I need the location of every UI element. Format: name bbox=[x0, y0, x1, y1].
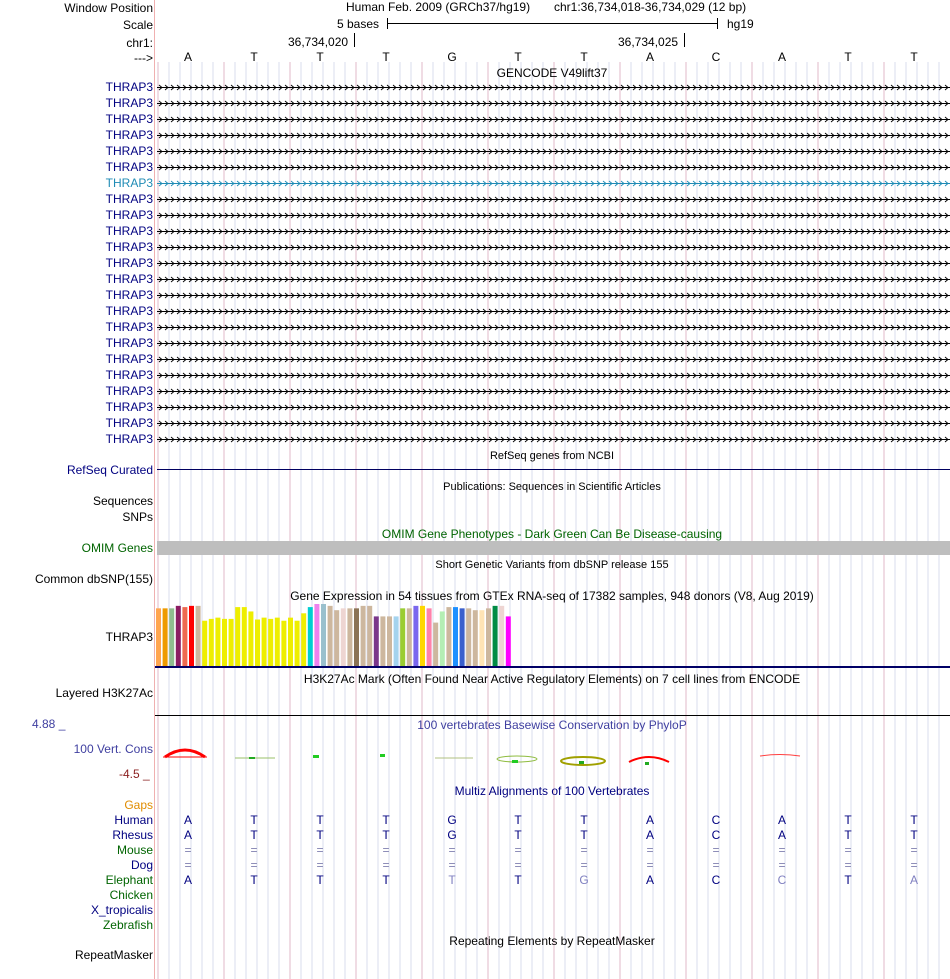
publications-track-title[interactable]: Publications: Sequences in Scientific Articles bbox=[443, 481, 661, 493]
gencode-transcript-label[interactable]: THRAP3 bbox=[105, 304, 153, 318]
ruler-base: T bbox=[580, 50, 588, 64]
multiz-base: = bbox=[712, 858, 720, 872]
ruler-base: T bbox=[382, 50, 390, 64]
multiz-base: T bbox=[448, 873, 456, 887]
gtex-tissue-bar[interactable] bbox=[215, 618, 220, 666]
gtex-tissue-bar[interactable] bbox=[169, 608, 174, 666]
gtex-tissue-bar[interactable] bbox=[308, 607, 313, 666]
gtex-tissue-bar[interactable] bbox=[446, 607, 451, 666]
multiz-species-label[interactable]: Mouse bbox=[116, 843, 153, 857]
multiz-track-title[interactable]: Multiz Alignments of 100 Vertebrates bbox=[454, 784, 650, 798]
gencode-transcript[interactable] bbox=[157, 357, 950, 362]
window-position-label: Window Position bbox=[64, 1, 153, 15]
gtex-tissue-bar[interactable] bbox=[413, 606, 418, 666]
multiz-base: = bbox=[646, 843, 654, 857]
gtex-tissue-bar[interactable] bbox=[473, 610, 478, 666]
gtex-tissue-bar[interactable] bbox=[460, 608, 465, 666]
gencode-transcript-label[interactable]: THRAP3 bbox=[105, 400, 153, 414]
gtex-tissue-bar[interactable] bbox=[176, 606, 181, 666]
gencode-transcript[interactable] bbox=[157, 405, 950, 410]
gtex-tissue-bar[interactable] bbox=[479, 610, 484, 666]
gencode-transcript[interactable] bbox=[157, 389, 950, 394]
gtex-tissue-bar[interactable] bbox=[275, 618, 280, 666]
phylop-mark-2b bbox=[249, 757, 255, 759]
gtex-tissue-bar[interactable] bbox=[262, 618, 267, 666]
multiz-species-label[interactable]: Dog bbox=[130, 858, 153, 872]
gencode-track-title[interactable]: GENCODE V49lift37 bbox=[496, 66, 608, 80]
repeatmasker-label[interactable]: RepeatMasker bbox=[74, 948, 153, 962]
gencode-transcript[interactable] bbox=[157, 165, 950, 170]
ruler-tick-label-2: 36,734,025 bbox=[618, 35, 679, 49]
gtex-tissue-bar[interactable] bbox=[202, 621, 207, 666]
scale-bar-right-tick bbox=[717, 18, 718, 29]
position-readout[interactable]: chr1:36,734,018-36,734,029 (12 bp) bbox=[554, 0, 747, 14]
ruler-base: A bbox=[777, 50, 787, 64]
omim-track-title[interactable]: OMIM Gene Phenotypes - Dark Green Can Be Disease-causing bbox=[381, 527, 723, 541]
multiz-base: T bbox=[316, 813, 324, 827]
gencode-transcript[interactable] bbox=[157, 437, 950, 442]
ruler-base: A bbox=[183, 50, 193, 64]
omim-gene-bar[interactable] bbox=[157, 541, 950, 555]
dbsnp-track-title[interactable]: Short Genetic Variants from dbSNP release 155 bbox=[435, 559, 669, 571]
gencode-transcript-label[interactable]: THRAP3 bbox=[105, 320, 153, 334]
multiz-base: = bbox=[514, 858, 522, 872]
gencode-transcript[interactable] bbox=[157, 309, 950, 314]
gtex-label[interactable]: THRAP3 bbox=[105, 630, 153, 644]
gencode-transcript-label[interactable]: THRAP3 bbox=[105, 192, 153, 206]
multiz-base: T bbox=[844, 873, 852, 887]
refseq-label[interactable]: RefSeq Curated bbox=[66, 463, 153, 477]
gencode-transcript-label[interactable]: THRAP3 bbox=[105, 96, 153, 110]
gtex-tissue-bar[interactable] bbox=[156, 608, 161, 666]
multiz-base: A bbox=[183, 873, 193, 887]
gencode-transcript[interactable] bbox=[157, 261, 950, 266]
gtex-tissue-bar[interactable] bbox=[341, 608, 346, 666]
gtex-tissue-bar[interactable] bbox=[281, 621, 286, 666]
multiz-base: = bbox=[778, 858, 786, 872]
gencode-transcript[interactable] bbox=[157, 373, 950, 378]
gtex-tissue-bar[interactable] bbox=[361, 606, 366, 666]
gencode-transcript[interactable] bbox=[157, 245, 950, 250]
multiz-species-label[interactable]: Chicken bbox=[109, 888, 153, 902]
multiz-base: T bbox=[250, 873, 258, 887]
phylop-mark-6 bbox=[497, 756, 537, 763]
gtex-tissue-bar[interactable] bbox=[196, 606, 201, 666]
gtex-tissue-bar[interactable] bbox=[374, 616, 379, 666]
multiz-base: = bbox=[448, 858, 456, 872]
gtex-tissue-bar[interactable] bbox=[420, 606, 425, 666]
multiz-base: G bbox=[447, 813, 457, 827]
gtex-bottom-line bbox=[155, 666, 950, 668]
multiz-base: T bbox=[580, 828, 588, 842]
phylop-track-title[interactable]: 100 vertebrates Basewise Conservation by PhyloP bbox=[417, 718, 687, 732]
gtex-tissue-bar[interactable] bbox=[334, 610, 339, 666]
gtex-tissue-bar[interactable] bbox=[466, 608, 471, 666]
gtex-tissue-bar[interactable] bbox=[400, 608, 405, 666]
multiz-base: A bbox=[183, 828, 193, 842]
gtex-tissue-bar[interactable] bbox=[506, 616, 511, 666]
multiz-base: = bbox=[580, 843, 588, 857]
gtex-expression-chart[interactable] bbox=[155, 603, 555, 667]
gencode-transcript[interactable] bbox=[157, 197, 950, 202]
gtex-tissue-bar[interactable] bbox=[295, 621, 300, 666]
phylop-mark-3 bbox=[313, 755, 319, 758]
gtex-tissue-bar[interactable] bbox=[189, 606, 194, 666]
gtex-tissue-bar[interactable] bbox=[235, 607, 240, 666]
repeatmasker-track-title[interactable]: Repeating Elements by RepeatMasker bbox=[449, 934, 655, 948]
multiz-base: G bbox=[579, 873, 589, 887]
gencode-transcript-label[interactable]: THRAP3 bbox=[105, 128, 153, 142]
multiz-base: T bbox=[316, 828, 324, 842]
ruler-base: G bbox=[447, 50, 457, 64]
h3k27ac-track-title[interactable]: H3K27Ac Mark (Often Found Near Active Regulatory Elements) on 7 cell lines from ENCODE bbox=[303, 672, 801, 686]
assembly-title: Human Feb. 2009 (GRCh37/hg19) bbox=[346, 0, 531, 14]
gtex-tissue-bar[interactable] bbox=[499, 606, 504, 666]
gencode-transcript[interactable] bbox=[157, 229, 950, 234]
gencode-transcript-label[interactable]: THRAP3 bbox=[105, 352, 153, 366]
gencode-transcript[interactable] bbox=[157, 277, 950, 282]
gencode-transcript-label[interactable]: THRAP3 bbox=[105, 288, 153, 302]
multiz-base: T bbox=[844, 813, 852, 827]
multiz-base: T bbox=[382, 873, 390, 887]
ruler-base: A bbox=[645, 50, 655, 64]
multiz-base: A bbox=[645, 813, 655, 827]
multiz-base: = bbox=[910, 843, 918, 857]
multiz-base: T bbox=[580, 813, 588, 827]
gencode-transcript-label[interactable]: THRAP3 bbox=[105, 368, 153, 382]
gtex-tissue-bar[interactable] bbox=[486, 608, 491, 666]
gencode-transcript[interactable] bbox=[157, 213, 950, 218]
multiz-base: = bbox=[712, 843, 720, 857]
ruler-base: T bbox=[514, 50, 522, 64]
gencode-transcript-label[interactable]: THRAP3 bbox=[105, 416, 153, 430]
gtex-track-title[interactable]: Gene Expression in 54 tissues from GTEx RNA-seq of 17382 samples, 948 donors (V8, Aug 2019) bbox=[290, 589, 814, 603]
gencode-transcript[interactable] bbox=[157, 325, 950, 330]
multiz-species-label[interactable]: Human bbox=[114, 813, 153, 827]
multiz-base: A bbox=[777, 828, 787, 842]
gtex-tissue-bar[interactable] bbox=[229, 619, 234, 666]
gtex-tissue-bar[interactable] bbox=[328, 606, 333, 666]
gtex-tissue-bar[interactable] bbox=[433, 623, 438, 666]
gtex-tissue-bar[interactable] bbox=[268, 619, 273, 666]
gencode-transcript-label[interactable]: THRAP3 bbox=[105, 176, 153, 190]
multiz-species-label[interactable]: Elephant bbox=[105, 873, 153, 887]
multiz-base: A bbox=[909, 873, 919, 887]
multiz-base: T bbox=[382, 813, 390, 827]
multiz-base: A bbox=[645, 828, 655, 842]
multiz-base: = bbox=[382, 858, 390, 872]
multiz-base: = bbox=[250, 843, 258, 857]
gtex-tissue-bar[interactable] bbox=[248, 611, 253, 666]
multiz-species-label[interactable]: Zebrafish bbox=[102, 918, 153, 932]
gencode-transcript-label[interactable]: THRAP3 bbox=[105, 272, 153, 286]
refseq-track-title[interactable]: RefSeq genes from NCBI bbox=[489, 450, 615, 462]
multiz-base: = bbox=[316, 858, 324, 872]
gencode-transcript-label[interactable]: THRAP3 bbox=[105, 144, 153, 158]
ruler-tick-label-1: 36,734,020 bbox=[288, 35, 349, 49]
multiz-base: T bbox=[844, 828, 852, 842]
gtex-tissue-bar[interactable] bbox=[288, 618, 293, 666]
gencode-transcript-label[interactable]: THRAP3 bbox=[105, 384, 153, 398]
multiz-base: = bbox=[382, 843, 390, 857]
multiz-base: G bbox=[447, 828, 457, 842]
phylop-mark-8 bbox=[629, 757, 669, 765]
phylop-mark-7 bbox=[561, 757, 605, 765]
refseq-transcript-line[interactable] bbox=[157, 469, 950, 470]
gencode-transcript-label[interactable]: THRAP3 bbox=[105, 208, 153, 222]
gencode-transcript[interactable] bbox=[157, 341, 950, 346]
gaps-label[interactable]: Gaps bbox=[124, 798, 153, 812]
scale-bar bbox=[387, 23, 717, 24]
gtex-tissue-bar[interactable] bbox=[321, 604, 326, 666]
gtex-tissue-bar[interactable] bbox=[209, 619, 214, 666]
multiz-base: = bbox=[910, 858, 918, 872]
phylop-mark-1 bbox=[163, 750, 207, 757]
multiz-base: = bbox=[514, 843, 522, 857]
multiz-base: = bbox=[844, 858, 852, 872]
gtex-tissue-bar[interactable] bbox=[453, 607, 458, 666]
multiz-base: T bbox=[514, 813, 522, 827]
multiz-base: T bbox=[250, 813, 258, 827]
gtex-tissue-bar[interactable] bbox=[407, 608, 412, 666]
scale-text: 5 bases bbox=[337, 17, 380, 31]
ruler-base: T bbox=[250, 50, 258, 64]
gencode-transcripts[interactable] bbox=[155, 80, 950, 448]
phylop-conservation-plot[interactable] bbox=[155, 735, 950, 775]
gtex-tissue-bar[interactable] bbox=[367, 606, 372, 666]
multiz-base: C bbox=[711, 828, 721, 842]
phylop-max-label: 4.88 _ bbox=[32, 717, 66, 731]
scale-bar-left-tick bbox=[387, 18, 388, 29]
gencode-transcript-label[interactable]: THRAP3 bbox=[105, 80, 153, 94]
dbsnp-label[interactable]: Common dbSNP(155) bbox=[34, 572, 153, 586]
multiz-base: T bbox=[316, 873, 324, 887]
multiz-base: C bbox=[711, 873, 721, 887]
gtex-tissue-bar[interactable] bbox=[493, 606, 498, 666]
snps-label[interactable]: SNPs bbox=[122, 510, 153, 524]
multiz-base: C bbox=[711, 813, 721, 827]
gencode-transcript[interactable] bbox=[157, 181, 950, 186]
multiz-base: = bbox=[844, 843, 852, 857]
ruler-base: T bbox=[316, 50, 324, 64]
multiz-base: T bbox=[250, 828, 258, 842]
multiz-base: A bbox=[645, 873, 655, 887]
gtex-tissue-bar[interactable] bbox=[440, 611, 445, 666]
multiz-base: = bbox=[448, 843, 456, 857]
multiz-base: = bbox=[580, 858, 588, 872]
chrom-label: chr1: bbox=[126, 36, 153, 50]
phylop-min-label: -4.5 _ bbox=[119, 767, 150, 781]
ruler-base: T bbox=[910, 50, 918, 64]
gencode-transcript-label[interactable]: THRAP3 bbox=[105, 336, 153, 350]
gtex-tissue-bar[interactable] bbox=[163, 608, 168, 666]
gtex-tissue-bar[interactable] bbox=[301, 613, 306, 666]
multiz-base: T bbox=[382, 828, 390, 842]
gtex-tissue-bar[interactable] bbox=[354, 608, 359, 666]
gtex-tissue-bar[interactable] bbox=[314, 604, 319, 666]
h3k27ac-label[interactable]: Layered H3K27Ac bbox=[55, 686, 153, 700]
gtex-tissue-bar[interactable] bbox=[182, 607, 187, 666]
gencode-transcript[interactable] bbox=[157, 149, 950, 154]
sequences-label[interactable]: Sequences bbox=[92, 494, 153, 508]
multiz-base: = bbox=[646, 858, 654, 872]
gtex-tissue-bar[interactable] bbox=[222, 619, 227, 666]
gencode-transcript[interactable] bbox=[157, 133, 950, 138]
gencode-transcript-label[interactable]: THRAP3 bbox=[105, 240, 153, 254]
gencode-transcript-label[interactable]: THRAP3 bbox=[105, 112, 153, 126]
multiz-base: T bbox=[514, 873, 522, 887]
phylop-label[interactable]: 100 Vert. Cons bbox=[73, 742, 153, 756]
multiz-base: = bbox=[250, 858, 258, 872]
gtex-tissue-bar[interactable] bbox=[242, 607, 247, 666]
multiz-base: T bbox=[910, 813, 918, 827]
multiz-base: = bbox=[778, 843, 786, 857]
gencode-transcript-label[interactable]: THRAP3 bbox=[105, 160, 153, 174]
db-label: hg19 bbox=[727, 17, 754, 31]
multiz-species-label[interactable]: Rhesus bbox=[112, 828, 153, 842]
gtex-tissue-bar[interactable] bbox=[427, 608, 432, 666]
gencode-transcript[interactable] bbox=[157, 101, 950, 106]
gencode-transcript-label[interactable]: THRAP3 bbox=[105, 224, 153, 238]
gencode-transcript[interactable] bbox=[157, 85, 950, 90]
gencode-transcript[interactable] bbox=[157, 421, 950, 426]
omim-label[interactable]: OMIM Genes bbox=[81, 541, 153, 555]
gtex-tissue-bar[interactable] bbox=[255, 620, 260, 667]
gencode-transcript[interactable] bbox=[157, 293, 950, 298]
scale-label: Scale bbox=[122, 18, 153, 32]
ruler-tick-1 bbox=[354, 33, 355, 47]
multiz-species-label[interactable]: X_tropicalis bbox=[90, 903, 153, 917]
multiz-base: = bbox=[184, 843, 192, 857]
multiz-base: C bbox=[777, 873, 787, 887]
gtex-tissue-bar[interactable] bbox=[380, 616, 385, 666]
multiz-base: T bbox=[514, 828, 522, 842]
phylop-mark-9 bbox=[760, 755, 800, 757]
gencode-transcript-label[interactable]: THRAP3 bbox=[105, 432, 153, 446]
ruler-base: T bbox=[844, 50, 852, 64]
gencode-transcript[interactable] bbox=[157, 117, 950, 122]
multiz-base: = bbox=[184, 858, 192, 872]
multiz-base: T bbox=[910, 828, 918, 842]
ruler-base: C bbox=[711, 50, 721, 64]
multiz-base: A bbox=[777, 813, 787, 827]
ruler-tick-2 bbox=[684, 33, 685, 47]
gencode-transcript-label[interactable]: THRAP3 bbox=[105, 256, 153, 270]
phylop-mark-4 bbox=[380, 754, 385, 757]
gtex-tissue-bar[interactable] bbox=[394, 616, 399, 666]
multiz-base: A bbox=[183, 813, 193, 827]
strand-label: ---> bbox=[134, 51, 153, 65]
gtex-tissue-bar[interactable] bbox=[387, 616, 392, 666]
multiz-base: = bbox=[316, 843, 324, 857]
gtex-tissue-bar[interactable] bbox=[347, 608, 352, 666]
h3k27ac-baseline bbox=[155, 715, 950, 716]
